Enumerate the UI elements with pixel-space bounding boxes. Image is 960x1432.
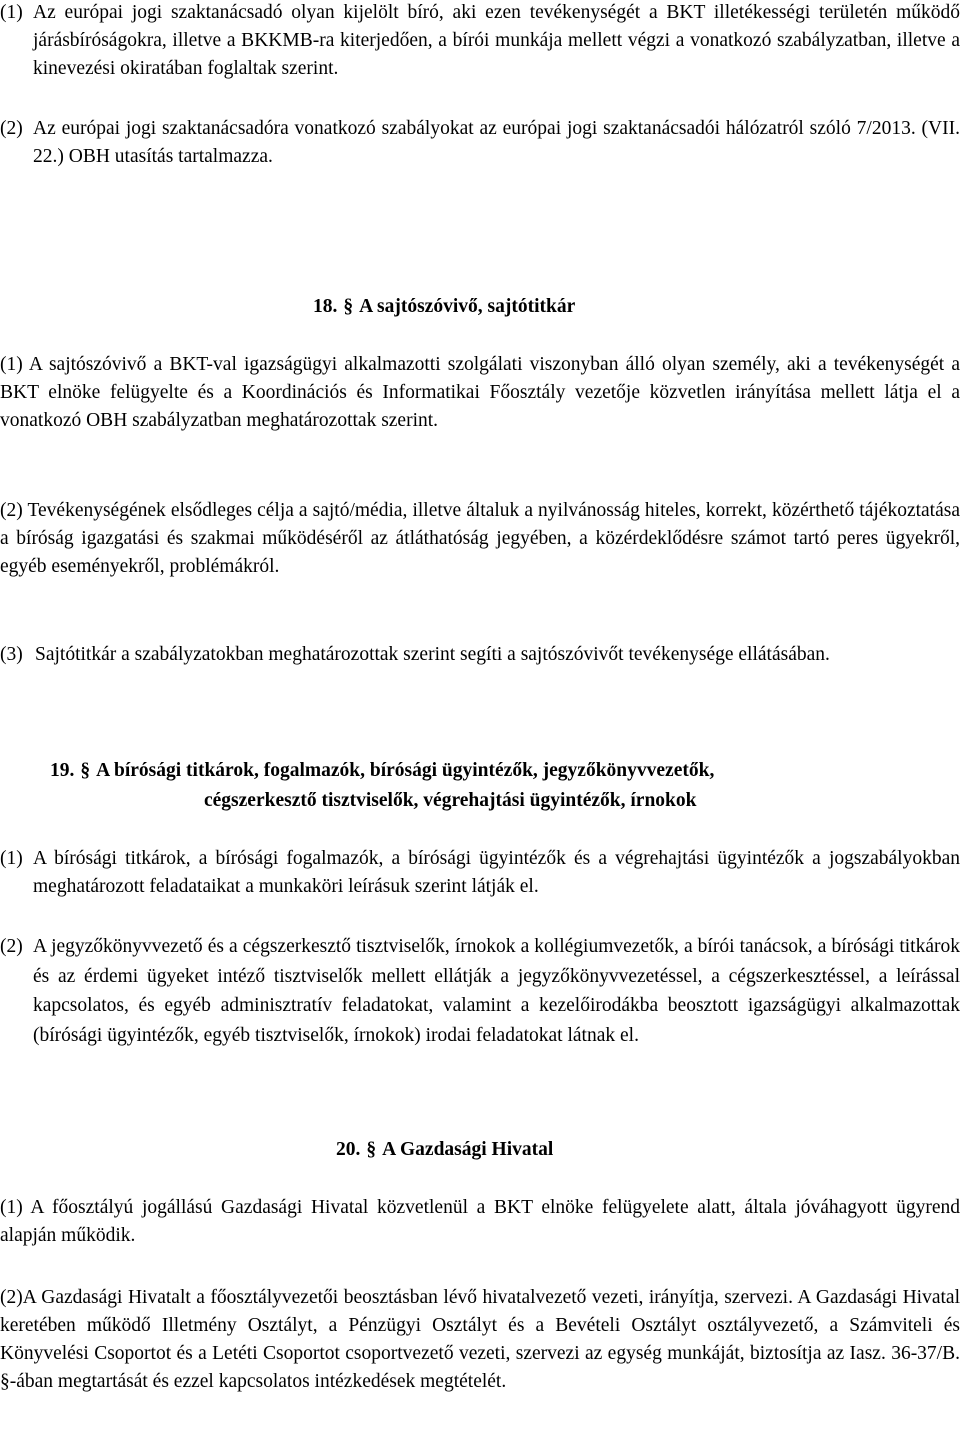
section-heading-19 [50, 757, 714, 785]
section-sign: § [343, 296, 354, 317]
section-title-line-1: A bírósági titkárok, fogalmazók, bírósági ügyintézők, jegyzőkönyvvezetők, [96, 760, 715, 781]
section-title-line-2: cégszerkesztő tisztviselők, végrehajtási ügyintézők, írnokok [204, 790, 697, 811]
s17-paragraph-2 [0, 115, 960, 171]
paragraph-number: (1) [0, 848, 23, 869]
paragraph-number: (1) [0, 1197, 23, 1218]
paragraph-text: Sajtótitkár a szabályzatokban meghatározottak szerint segíti a sajtószóvivőt tevékenysége ellátásában. [35, 644, 830, 665]
paragraph-text [0, 351, 960, 435]
paragraph-body: Tevékenységének elsődleges célja a sajtó/média, illetve általuk a nyilvánosság hiteles, korrekt, közérthető tájékoztatása a bíróság igazgatási és szakmai működéséről az átláthatóság jegyében, a közérdeklődésre számot tartó peres ügyekről, egyéb eseményekről, problémákról. [0, 500, 960, 577]
s18-paragraph-2 [0, 497, 960, 609]
s18-paragraph-3 [0, 641, 960, 697]
paragraph-text [0, 1194, 960, 1250]
paragraph-text: A jegyzőkönyvvezető és a cégszerkesztő tisztviselők, írnokok a kollégiumvezetők, a bírói tanácsok, a bírósági titkárok és az érdemi ügyeket intéző tisztviselők mellett ellátják a jegyzőkönyvvezetéssel, a cégszerkesztéssel, a leírással kapcsolatos, és egyéb adminisztratív feladatokat, valamint a kezelőirodákba beosztott igazságügyi alkalmazottak (bírósági ügyintézők, egyéb tisztviselők, írnokok) irodai feladatokat látnak el. [33, 936, 960, 1046]
paragraph-number: (1) [0, 2, 23, 23]
section-number: 20. [336, 1139, 361, 1160]
section-title: A sajtószóvivő, sajtótitkár [359, 296, 576, 317]
paragraph-text: Az európai jogi szaktanácsadó olyan kijelölt bíró, aki ezen tevékenységét a BKT illetékességi területén működő járásbíróságokra, illetve a BKKMB-ra kiterjedően, a bírói munkája mellett végzi a vonatkozó szabályzatban, illetve a kinevezési okiratában foglaltak szerint. [33, 2, 960, 79]
paragraph-text [0, 497, 960, 581]
section-heading-18 [313, 293, 575, 321]
section-number: 18. [313, 296, 338, 317]
paragraph-body: A sajtószóvivő a BKT-val igazságügyi alkalmazotti szolgálati viszonyban álló olyan személy, aki a tevékenységét a BKT elnöke felügyelte és a Koordinációs és Informatikai Főosztály vezetője közvetlen irányítása mellett látja el a vonatkozó OBH szabályzatban meghatározottak szerint. [0, 354, 960, 431]
paragraph-number: (2) [0, 1287, 23, 1308]
paragraph-number: (1) [0, 354, 23, 375]
s20-paragraph-2 [0, 1284, 960, 1424]
paragraph-number: (2) [0, 500, 23, 521]
section-sign: § [80, 760, 91, 781]
s20-paragraph-1 [0, 1194, 960, 1250]
paragraph-text [0, 1284, 960, 1396]
section-heading-20 [336, 1136, 553, 1164]
paragraph-body: A Gazdasági Hivatalt a főosztályvezetői beosztásban lévő hivatalvezető vezeti, irányítja, szervezi. A Gazdasági Hivatal keretében működő Illetmény Osztályt, a Pénzügyi Osztályt és a Bevételi Osztályt osztályvezető, a Számviteli és Könyvelési Csoportot és a Letéti Csoportot csoportvezető vezeti, szervezi az egység munkáját, biztosítja az Iasz. 36-37/B. §-ában megtartását és ezzel kapcsolatos intézkedések megtételét. [0, 1287, 960, 1392]
paragraph-number: (2) [0, 936, 23, 957]
paragraph-body: A főosztályú jogállású Gazdasági Hivatal közvetlenül a BKT elnöke felügyelete alatt, általa jóváhagyott ügyrend alapján működik. [0, 1197, 960, 1246]
s17-paragraph-1 [0, 0, 960, 83]
paragraph-number: (3) [0, 644, 23, 665]
s19-paragraph-2 [0, 932, 960, 1072]
paragraph-text: A bírósági titkárok, a bírósági fogalmazók, a bírósági ügyintézők és a végrehajtási ügyintézők a jogszabályokban meghatározott feladataikat a munkaköri leírásuk szerint látják el. [33, 848, 960, 897]
section-title: A Gazdasági Hivatal [382, 1139, 554, 1160]
paragraph-number: (2) [0, 118, 23, 139]
paragraph-text: Az európai jogi szaktanácsadóra vonatkozó szabályokat az európai jogi szaktanácsadói hálózatról szóló 7/2013. (VII. 22.) OBH utasítás tartalmazza. [33, 118, 960, 167]
s19-paragraph-1 [0, 845, 960, 901]
section-number: 19. [50, 760, 75, 781]
section-sign: § [366, 1139, 377, 1160]
s18-paragraph-1 [0, 351, 960, 463]
